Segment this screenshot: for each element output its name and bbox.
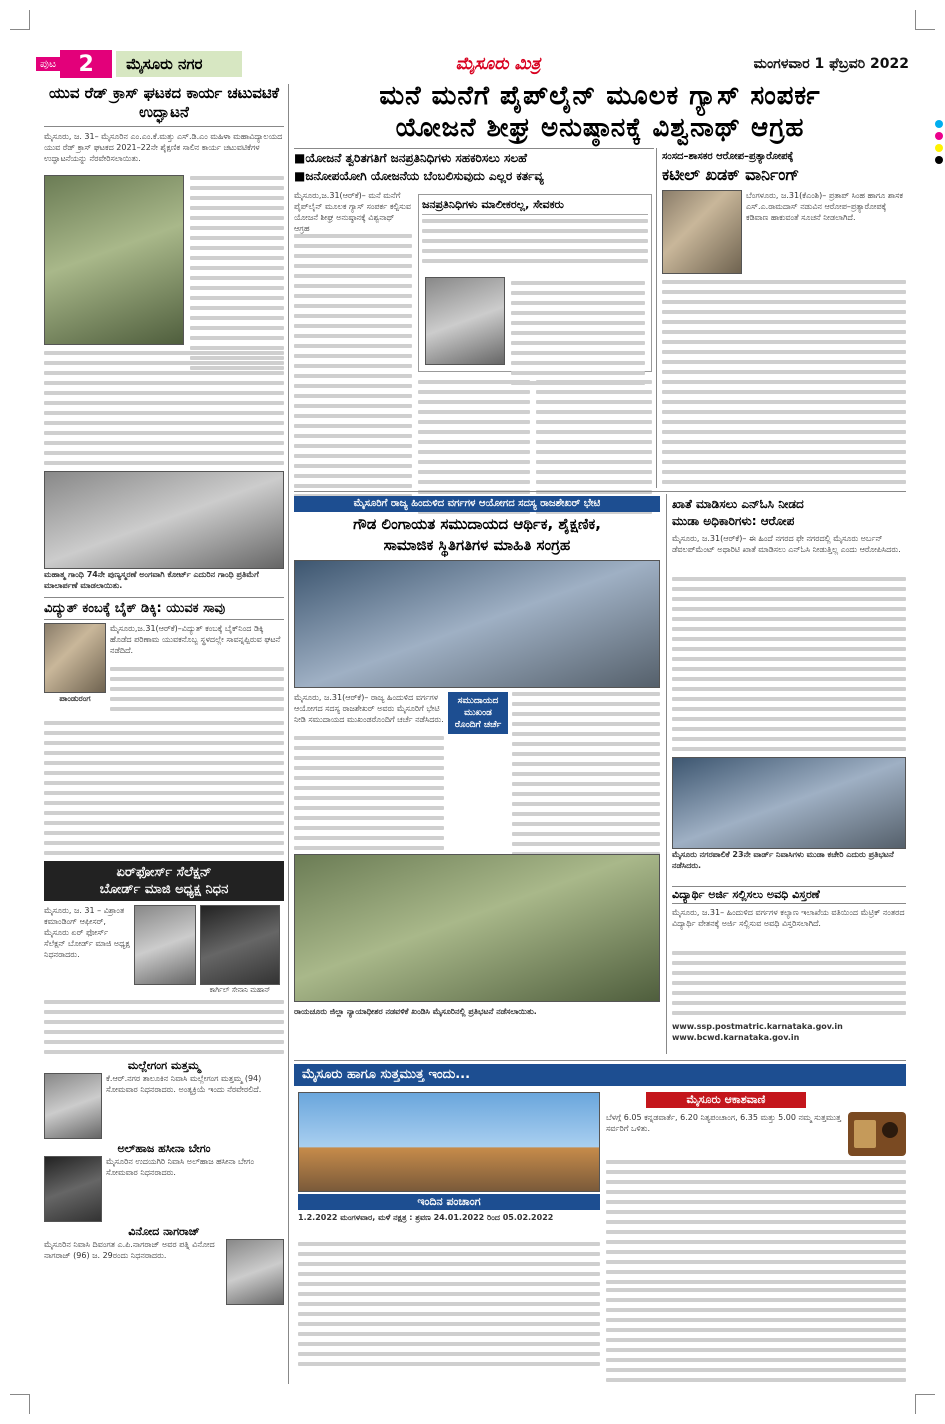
mp-story bbox=[662, 150, 906, 490]
airforce-headline-line2: ಬೋರ್ಡ್ ಮಾಜಿ ಅಧ್ಯಕ್ಷ ನಿಧನ bbox=[99, 882, 229, 897]
commission-inset: ಸಮುದಾಯದ ಮುಖಂಡ ರೊಂದಿಗೆ ಚರ್ಚೆ bbox=[448, 692, 508, 734]
lead-body-col-1 bbox=[294, 190, 412, 520]
newspaper-page bbox=[36, 36, 909, 1388]
left-column bbox=[44, 84, 284, 1384]
protest-photo bbox=[294, 854, 660, 1002]
mp-body-lines bbox=[662, 280, 906, 484]
electric-body-lines bbox=[110, 667, 284, 711]
column-rule-left bbox=[288, 84, 289, 1384]
airforce-headline-line1: ಏರ್‌ಫೋರ್ಸ್ ಸೆಲೆಕ್ಷನ್ bbox=[116, 865, 212, 880]
column-rule-mp bbox=[656, 148, 657, 488]
obit3-name: ವಿನೋದ ನಾಗರಾಜ್ bbox=[128, 1225, 200, 1238]
scholarship-headline: ವಿದ್ಯಾರ್ಥಿ ಅರ್ಜಿ ಸಲ್ಲಿಸಲು ಅವಧಿ ವಿಸ್ತರಣೆ bbox=[672, 886, 906, 904]
lead-quote-box bbox=[418, 194, 652, 372]
section-title: ಮೈಸೂರು ನಗರ bbox=[116, 51, 242, 77]
commission-body: ಮೈಸೂರು, ಜ.31(ಆರ್‌ಕೆ)– ರಾಜ್ಯ ಹಿಂದುಳಿದ ವರ್ಗಗಳ ಆಯೋಗದ ಸದಸ್ಯ ರಾಜಶೇಖರ್ ಅವರು ಮೈಸೂರಿಗೆ ಭೇಟಿ ನೀಡಿ ಸಮುದಾಯದ ಮುಖಂಡರೊಂದಿಗೆ ಚರ್ಚೆ ನಡೆಸಿದರು. bbox=[294, 693, 444, 724]
masthead bbox=[36, 48, 909, 80]
page-label: ಪುಟ bbox=[36, 57, 60, 71]
obit2-photo bbox=[44, 1156, 102, 1222]
lead-headline-block bbox=[294, 80, 906, 144]
commission-photo bbox=[294, 560, 660, 688]
mp-headline: ಕಟೀಲ್ ಖಡಕ್ ವಾರ್ನಿಂಗ್ bbox=[662, 165, 800, 184]
airforce-body: ಮೈಸೂರು, ಜ. 31 – ವಿಶ್ರಾಂತ ಕಮಾಂಡಿಂಗ್ ಆಫೀಸರ್, ಮೈಸೂರು ಏರ್ ಫೋರ್ಸ್ ಸೆಲೆಕ್ಷನ್ ಬೋರ್ಡ್ ಮಾಜಿ ಅಧ್ಯಕ್ಷ ನಿಧನರಾದರು. bbox=[44, 906, 130, 959]
redcross-body: ಮೈಸೂರು, ಜ. 31– ಮೈಸೂರಿನ ಎಂ.ಎಂ.ಕೆ.ಮತ್ತು ಎಸ್.ಡಿ.ಎಂ ಮಹಿಳಾ ಮಹಾವಿದ್ಯಾಲಯದ ಯುವ ರೆಡ್ ಕ್ರಾಸ್ ಘಟಕದ 2021–22ನೇ ಶೈಕ್ಷಣಿಕ ಸಾಲಿನ ಕಾರ್ಯ ಚಟುವಟಿಕೆಗಳ ಉದ್ಘಾಟನೆಯನ್ನು ನೆರವೇರಿಸಲಾಯಿತು. bbox=[44, 132, 283, 163]
electric-photo-caption: ಪಾಂಡುರಂಗ bbox=[59, 694, 91, 703]
airforce-photo-2 bbox=[200, 905, 280, 985]
panchanga-lines bbox=[298, 1242, 600, 1372]
crop-mark-bottom-right bbox=[915, 1394, 935, 1414]
gandhi-photo bbox=[44, 471, 284, 569]
airforce-photo-caption: ಕಾರ್ಗಿಲ್ ಸೇನಾನಿ ಮಹಾನ್ bbox=[209, 986, 271, 994]
obit1-body: ಕೆ.ಆರ್.ನಗರ ತಾಲೂಕಿನ ನಿವಾಸಿ ಮಲ್ಲೇಗಂಗ ಮತ್ತಮ್ಮ (94) ಸೋಮವಾರ ನಿಧನರಾದರು. ಅಂತ್ಯಕ್ರಿಯೆ ಇಂದು ನೆರವೇರಲಿದೆ. bbox=[106, 1074, 262, 1094]
commission-kicker: ಮೈಸೂರಿಗೆ ರಾಜ್ಯ ಹಿಂದುಳಿದ ವರ್ಗಗಳ ಆಯೋಗದ ಸದಸ್ಯ ರಾಜಶೇಖರ್ ಭೇಟಿ bbox=[294, 496, 660, 512]
scholarship-body-lines bbox=[672, 951, 906, 1015]
redcross-headline: ಯುವ ರೆಡ್ ಕ್ರಾಸ್ ಘಟಕದ ಕಾರ್ಯ ಚಟುವಟಿಕೆ ಉದ್ಘಾಟನೆ bbox=[44, 84, 284, 127]
lead-quote-lines-2 bbox=[511, 281, 645, 391]
dateline: ಮಂಗಳವಾರ 1 ಫೆಬ್ರವರಿ 2022 bbox=[753, 56, 909, 72]
gandhi-caption: ಮಹಾತ್ಮ ಗಾಂಧಿ 74ನೇ ಪುಣ್ಯಸ್ಮರಣೆ ಅಂಗವಾಗಿ ಕೋರ್ಟ್ ಎದುರಿನ ಗಾಂಧಿ ಪ್ರತಿಮೆಗೆ ಮಾಲಾರ್ಪಣೆ ಮಾಡಲಾಯಿತು. bbox=[44, 570, 259, 590]
protest-caption: ರಾಯಚೂರು ಜಿಲ್ಲಾ ನ್ಯಾಯಾಧೀಶರ ನಡವಳಿಕೆ ಖಂಡಿಸಿ ಮೈಸೂರಿನಲ್ಲಿ ಪ್ರತಿಭಟನೆ ನಡೆಸಲಾಯಿತು. bbox=[294, 1007, 537, 1016]
page-number: 2 bbox=[60, 50, 112, 78]
akashvani-lines bbox=[606, 1160, 906, 1284]
palace-photo bbox=[298, 1092, 600, 1192]
muda-body: ಮೈಸೂರು, ಜ.31(ಆರ್‌ಕೆ)– ಈ ಹಿಂದೆ ನಗರದ ಫೇ ನಗರದಲ್ಲಿ ಮೈಸೂರು ಅರ್ಬನ್ ಡೆವಲಪ್‌ಮೆಂಟ್ ಅಥಾರಿಟಿ ಖಾತೆ ಮಾಡಿಸಲು ಎನ್‌ಓಸಿ ನೀಡುತ್ತಿಲ್ಲ ಎಂದು ಆರೋಪಿಸಿದರು. bbox=[672, 534, 901, 554]
rule-mid-top bbox=[294, 491, 906, 492]
obit2-name: ಅಲ್‌ಹಾಜ ಹಸೀನಾ ಬೇಗಂ bbox=[117, 1142, 211, 1155]
today-banner: ಮೈಸೂರು ಹಾಗೂ ಸುತ್ತಮುತ್ತ ಇಂದು... bbox=[294, 1064, 906, 1086]
obit3-body: ಮೈಸೂರಿನ ನಿವಾಸಿ ದಿವಂಗತ ಎ.ಪಿ.ನಾಗರಾಜ್ ಅವರ ಪತ್ನಿ ವಿನೋದ ನಾಗರಾಜ್ (96) ಜ. 29ರಂದು ನಿಧನರಾದರು. bbox=[44, 1240, 215, 1260]
lead-body-start: ಮೈಸೂರು,ಜ.31(ಆರ್‌ಕೆ)– ಮನೆ ಮನೆಗೆ ಪೈಪ್‌ಲೈನ್ ಮೂಲಕ ಗ್ಯಾಸ್ ಸಂಪರ್ಕ ಕಲ್ಪಿಸುವ ಯೋಜನೆ ಶೀಘ್ರ ಅನುಷ್ಠಾನಕ್ಕೆ ವಿಶ್ವನಾಥ್ ಆಗ್ರಹ bbox=[294, 191, 412, 233]
obit1-name: ಮಲ್ಲೇಗಂಗ ಮತ್ತಮ್ಮ bbox=[127, 1059, 201, 1072]
muda-headline-line2: ಮುಡಾ ಅಧಿಕಾರಿಗಳು: ಆರೋಪ bbox=[672, 514, 795, 528]
commission-body-lines bbox=[294, 736, 444, 850]
mp-kicker: ಸಂಸದ–ಶಾಸಕರ ಆರೋಪ–ಪ್ರತ್ಯಾರೋಪಕ್ಕೆ bbox=[662, 151, 794, 162]
muda-body-lines bbox=[672, 577, 906, 751]
brand-logo: ಮೈಸೂರು ಮಿತ್ರ bbox=[455, 54, 541, 74]
lead-bullet-1: ■ಯೋಜನೆ ತ್ವರಿತಗತಿಗೆ ಜನಪ್ರತಿನಿಧಿಗಳು ಸಹಕರಿಸಲು ಸಲಹೆ bbox=[294, 151, 527, 165]
akashvani-body: ಬೆಳಗ್ಗೆ 6.05 ಕನ್ನಡವಾರ್ತೆ, 6.20 ನಿತ್ಯಪಂಚಾಂಗ, 6.35 ಮತ್ತು 5.00 ನಮ್ಮ ಸುತ್ತಮುತ್ತ ಸರ್ವರಿಗೆ ಒಳಿತು. bbox=[606, 1113, 841, 1133]
lead-photo bbox=[425, 277, 505, 365]
muda-story bbox=[672, 496, 906, 893]
airforce-headline-box bbox=[44, 861, 284, 901]
scholarship-body: ಮೈಸೂರು, ಜ.31– ಹಿಂದುಳಿದ ವರ್ಗಗಳ ಕಲ್ಯಾಣ ಇಲಾಖೆಯ ವತಿಯಿಂದ ಮೆಟ್ರಿಕ್ ನಂತರದ ವಿದ್ಯಾರ್ಥಿ ವೇತನಕ್ಕೆ ಅರ್ಜಿ ಸಲ್ಲಿಸುವ ಅವಧಿ ವಿಸ್ತರಿಸಲಾಗಿದೆ. bbox=[672, 908, 905, 928]
lead-headline-line1: ಮನೆ ಮನೆಗೆ ಪೈಪ್‌ಲೈನ್ ಮೂಲಕ ಗ್ಯಾಸ್ ಸಂಪರ್ಕ bbox=[379, 81, 821, 111]
obit3-photo bbox=[226, 1239, 284, 1305]
registration-swatches bbox=[935, 120, 943, 168]
mp-body: ಬೆಂಗಳೂರು, ಜ.31(ಕೆಎಂಶಿ)– ಪ್ರತಾಪ್ ಸಿಂಹ ಹಾಗೂ ಶಾಸಕ ಎಸ್.ಎ.ರಾಮದಾಸ್ ನಡುವಿನ ಆರೋಪ–ಪ್ರತ್ಯಾರೋಪಕ್ಕೆ ಕಡಿವಾಣ ಹಾಕುವಂತೆ ಸೂಚನೆ ನೀಡಲಾಗಿದೆ. bbox=[746, 191, 903, 222]
obit1-photo bbox=[44, 1073, 102, 1139]
scholarship-story bbox=[672, 886, 906, 1043]
electric-victim-photo bbox=[44, 623, 106, 693]
redcross-photo bbox=[44, 175, 184, 345]
commission-headline-line1: ಗೌಡ ಲಿಂಗಾಯತ ಸಮುದಾಯದ ಆರ್ಥಿಕ, ಶೈಕ್ಷಣಿಕ, bbox=[353, 515, 601, 533]
scholarship-url-2[interactable]: www.bcwd.karnataka.gov.in bbox=[672, 1033, 800, 1042]
radio-icon bbox=[848, 1112, 906, 1156]
bottom-right-lines bbox=[606, 1288, 906, 1388]
panchanga-line: 1.2.2022 ಮಂಗಳವಾರ, ಮಳೆ ನಕ್ಷತ್ರ : ಶ್ರವಣ 24.01.2022 ರಿಂದ 05.02.2022 bbox=[298, 1213, 554, 1222]
airforce-body-lines bbox=[44, 1000, 284, 1054]
lead-bullet-2: ■ಜನೋಪಯೋಗಿ ಯೋಜನೆಯ ಬೆಂಬಲಿಸುವುದು ಎಲ್ಲರ ಕರ್ತವ್ಯ bbox=[294, 169, 544, 183]
lead-bullets bbox=[294, 148, 654, 185]
muda-photo bbox=[672, 757, 906, 849]
lead-quote-head: ಜನಪ್ರತಿನಿಧಿಗಳು ಮಾಲೀಕರಲ್ಲ, ಸೇವಕರು bbox=[422, 198, 648, 215]
commission-headline-line2: ಸಾಮಾಜಿಕ ಸ್ಥಿತಿಗತಿಗಳ ಮಾಹಿತಿ ಸಂಗ್ರಹ bbox=[383, 536, 571, 554]
lead-headline-line2: ಯೋಜನೆ ಶೀಘ್ರ ಅನುಷ್ಠಾನಕ್ಕೆ ವಿಶ್ವನಾಥ್ ಆಗ್ರಹ bbox=[395, 113, 805, 143]
muda-headline-line1: ಖಾತೆ ಮಾಡಿಸಲು ಎನ್‌ಓಸಿ ನೀಡದ bbox=[672, 497, 804, 511]
mp-photo bbox=[662, 190, 742, 274]
rule-today-top bbox=[294, 1060, 906, 1061]
akashvani-headline: ಮೈಸೂರು ಆಕಾಶವಾಣಿ bbox=[646, 1092, 806, 1108]
electric-body-more bbox=[44, 721, 284, 855]
electric-headline: ವಿದ್ಯುತ್ ಕಂಬಕ್ಕೆ ಬೈಕ್ ಡಿಕ್ಕಿ: ಯುವಕ ಸಾವು bbox=[44, 597, 284, 620]
crop-mark-top-right bbox=[915, 10, 935, 30]
scholarship-url-1[interactable]: www.ssp.postmatric.karnataka.gov.in bbox=[672, 1022, 843, 1031]
column-rule-right bbox=[666, 494, 667, 1054]
lead-body-col1-lines bbox=[294, 234, 412, 498]
panchanga-headline: ಇಂದಿನ ಪಂಚಾಂಗ bbox=[298, 1194, 600, 1210]
commission-story bbox=[294, 496, 660, 862]
commission-body-col2 bbox=[512, 692, 660, 862]
lead-quote-lines bbox=[422, 219, 648, 263]
obit2-body: ಮೈಸೂರಿನ ಉದಯಗಿರಿ ನಿವಾಸಿ ಅಲ್‌ಹಾಜ ಹಸೀನಾ ಬೇಗಂ ಸೋಮವಾರ ನಿಧನರಾದರು. bbox=[106, 1157, 255, 1177]
crop-mark-top-left bbox=[10, 10, 30, 30]
muda-caption: ಮೈಸೂರು ನಗರಪಾಲಿಕೆ 23ನೇ ವಾರ್ಡ್ ನಿವಾಸಿಗಳು ಮುಡಾ ಕಚೇರಿ ಎದುರು ಪ್ರತಿಭಟನೆ ನಡೆಸಿದರು. bbox=[672, 850, 894, 870]
electric-body: ಮೈಸೂರು,ಜ.31(ಆರ್‌ಕೆ)–ವಿದ್ಯುತ್ ಕಂಬಕ್ಕೆ ಬೈಕ್‌ನಿಂದ ಡಿಕ್ಕಿ ಹೊಡೆದ ಪರಿಣಾಮ ಯುವಕನೊಬ್ಬ ಸ್ಥಳದಲ್ಲೇ ಸಾವನ್ನಪ್ಪಿರುವ ಘಟನೆ ನಡೆದಿದೆ. bbox=[110, 624, 281, 655]
crop-mark-bottom-left bbox=[10, 1394, 30, 1414]
akashvani-box bbox=[606, 1092, 906, 1290]
redcross-body-continued bbox=[190, 176, 284, 376]
airforce-photo-1 bbox=[134, 905, 196, 985]
